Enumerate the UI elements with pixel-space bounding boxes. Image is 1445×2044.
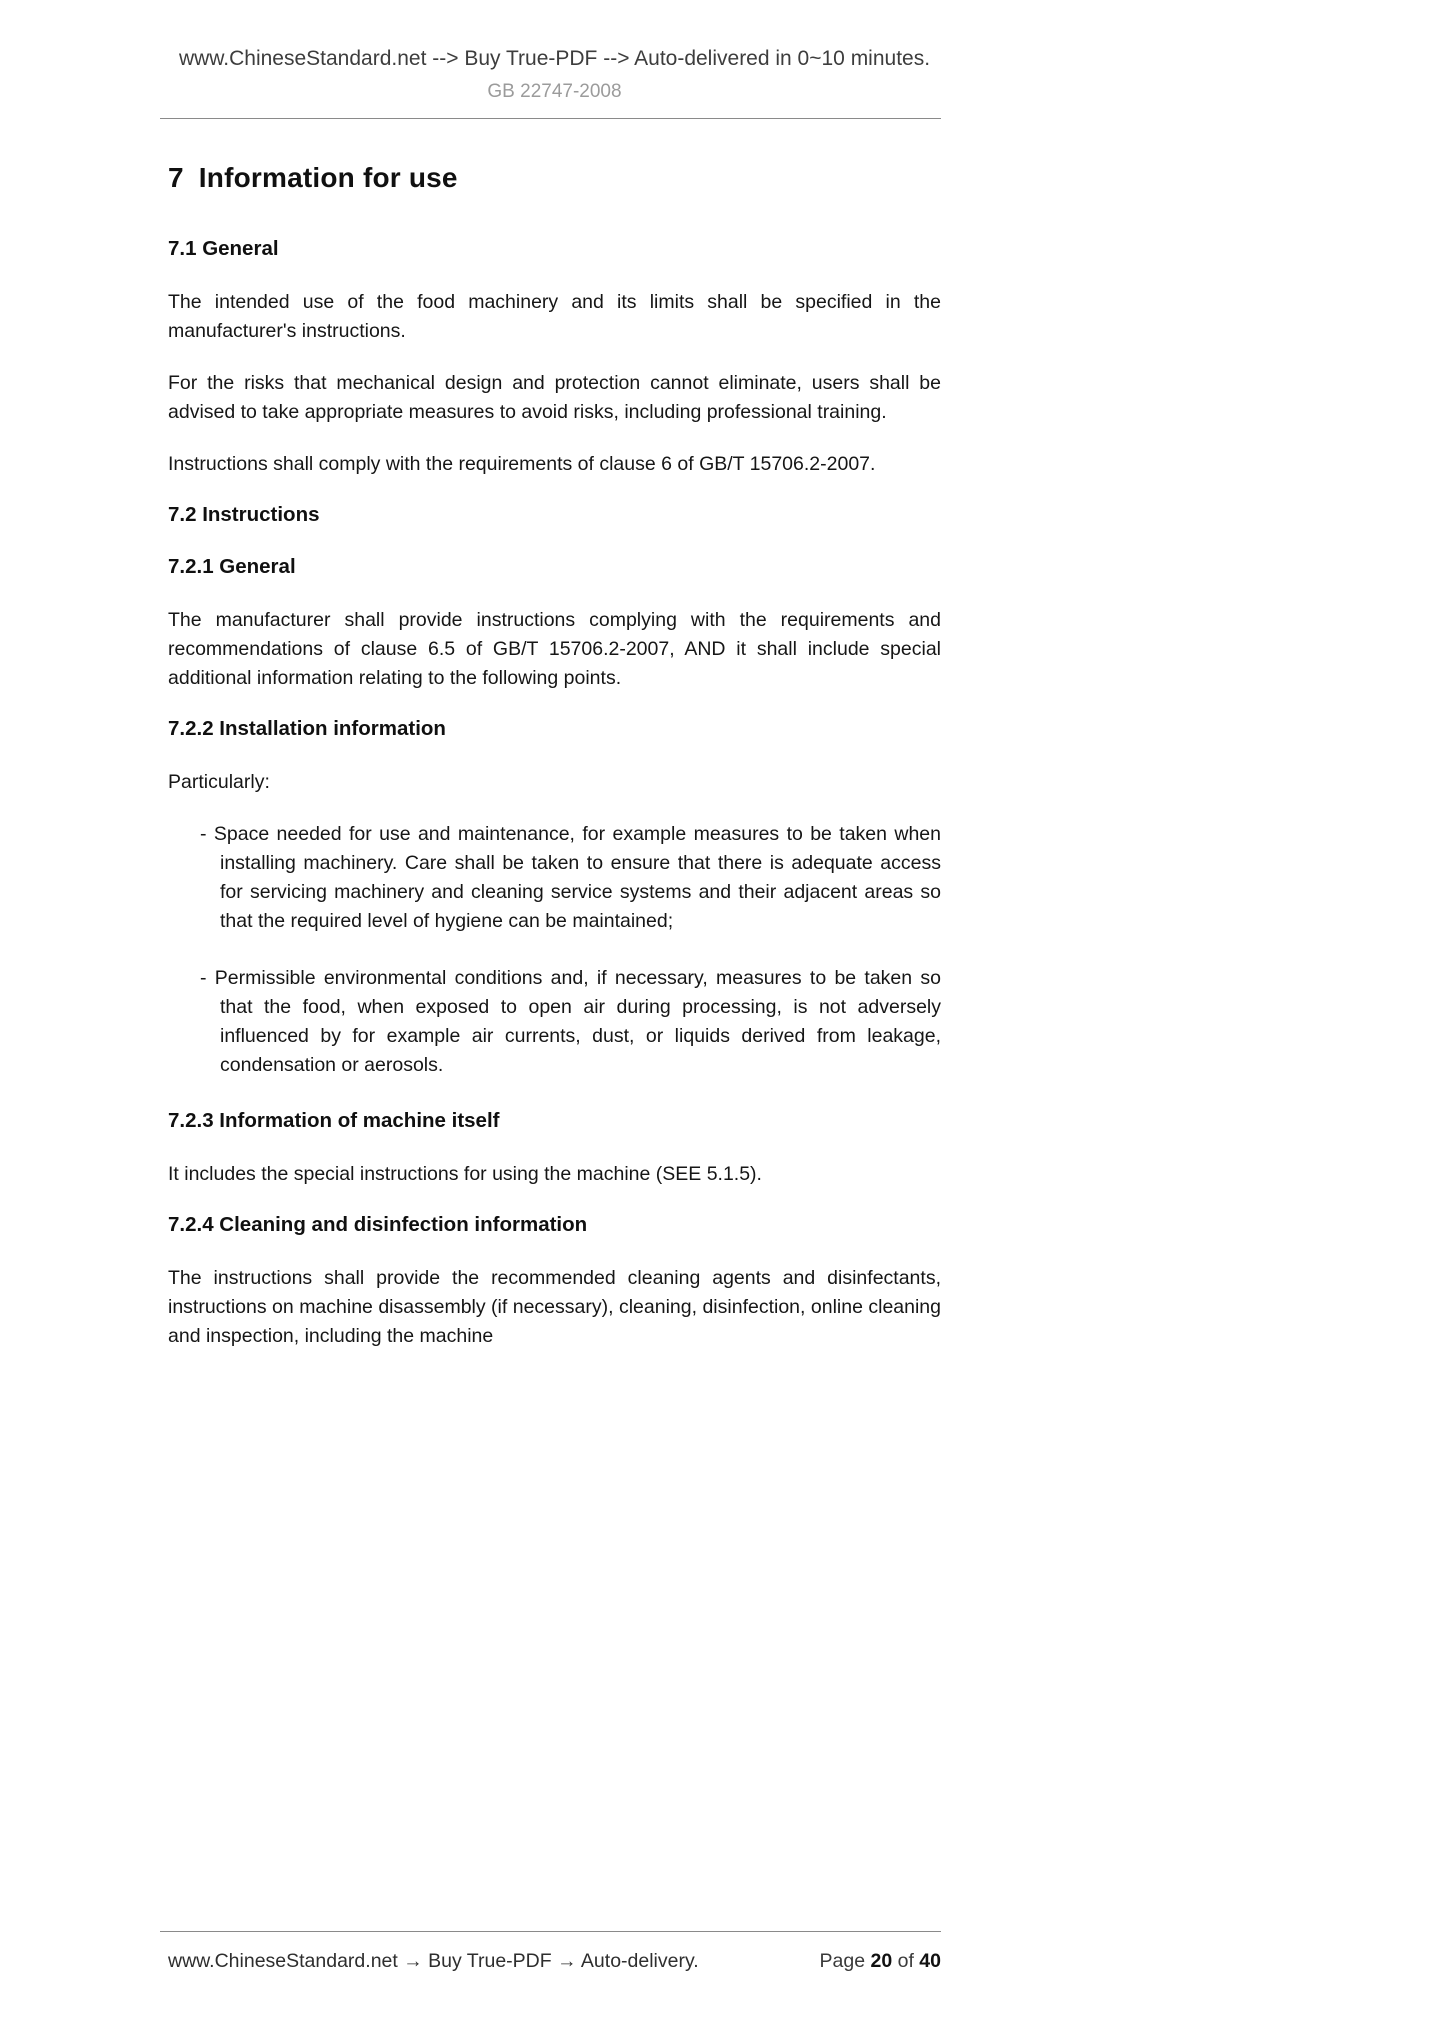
- section-number: 7: [168, 162, 184, 193]
- paragraph-particularly: Particularly:: [168, 771, 270, 793]
- footer-divider: [160, 1931, 941, 1932]
- page-footer: [168, 1948, 941, 1974]
- page-of-label: of: [892, 1950, 920, 1972]
- paragraph-manufacturer: The manufacturer shall provide instructions complying with the requirements and recommendations of clause 6.5 of GB/T 15706.2-2007, AND it shall include special additional information relating to the following points.: [168, 609, 941, 689]
- header-banner: www.ChineseStandard.net --> Buy True-PDF --> Auto-delivered in 0~10 minutes.: [178, 47, 931, 70]
- subsection-heading-7-2-1: 7.2.1 General: [168, 555, 296, 578]
- page-total: 40: [919, 1950, 941, 1972]
- paragraph-comply: Instructions shall comply with the requirements of clause 6 of GB/T 15706.2-2007.: [168, 453, 876, 475]
- document-body: [168, 160, 941, 1374]
- paragraph-cleaning: The instructions shall provide the recommended cleaning agents and disinfectants, instructions on machine disassembly (if necessary), cleaning, disinfection, online cleaning and inspection, including the machine: [168, 1267, 941, 1347]
- paragraph-risks: For the risks that mechanical design and protection cannot eliminate, users shall be advised to take appropriate measures to avoid risks, including professional training.: [168, 372, 941, 423]
- paragraph-intended-use: The intended use of the food machinery and its limits shall be specified in the manufacturer's instructions.: [168, 291, 941, 342]
- section-title: Information for use: [198, 162, 458, 193]
- paragraph-includes: It includes the special instructions for using the machine (SEE 5.1.5).: [168, 1163, 762, 1185]
- page-current: 20: [870, 1950, 893, 1972]
- subsection-heading-7-1: 7.1 General: [168, 237, 279, 260]
- doc-number: GB 22747-2008: [487, 81, 622, 102]
- section-heading: [168, 160, 941, 196]
- header-divider: [160, 118, 941, 119]
- subsection-heading-7-2-2: 7.2.2 Installation information: [168, 717, 446, 740]
- subsection-heading-7-2: 7.2 Instructions: [168, 503, 320, 526]
- list-item-space: - Space needed for use and maintenance, for example measures to be taken when installing machinery. Care shall be taken to ensure that there is adequate access for servicing machinery and cleaning service systems and their adjacent areas so that the required level of hygiene can be maintained;: [200, 823, 941, 932]
- footer-site-line: www.ChineseStandard.net → Buy True-PDF → Auto-delivery.: [168, 1950, 699, 1972]
- page-indicator: [820, 1948, 941, 1974]
- list-item-environment: - Permissible environmental conditions and, if necessary, measures to be taken so that the food, when exposed to open air during processing, is not adversely influenced by for example air currents, dust, or liquids derived from leakage, condensation or aerosols.: [200, 967, 941, 1076]
- page-label: Page: [819, 1950, 871, 1972]
- subsection-heading-7-2-4: 7.2.4 Cleaning and disinfection information: [168, 1213, 588, 1236]
- subsection-heading-7-2-3: 7.2.3 Information of machine itself: [168, 1109, 500, 1132]
